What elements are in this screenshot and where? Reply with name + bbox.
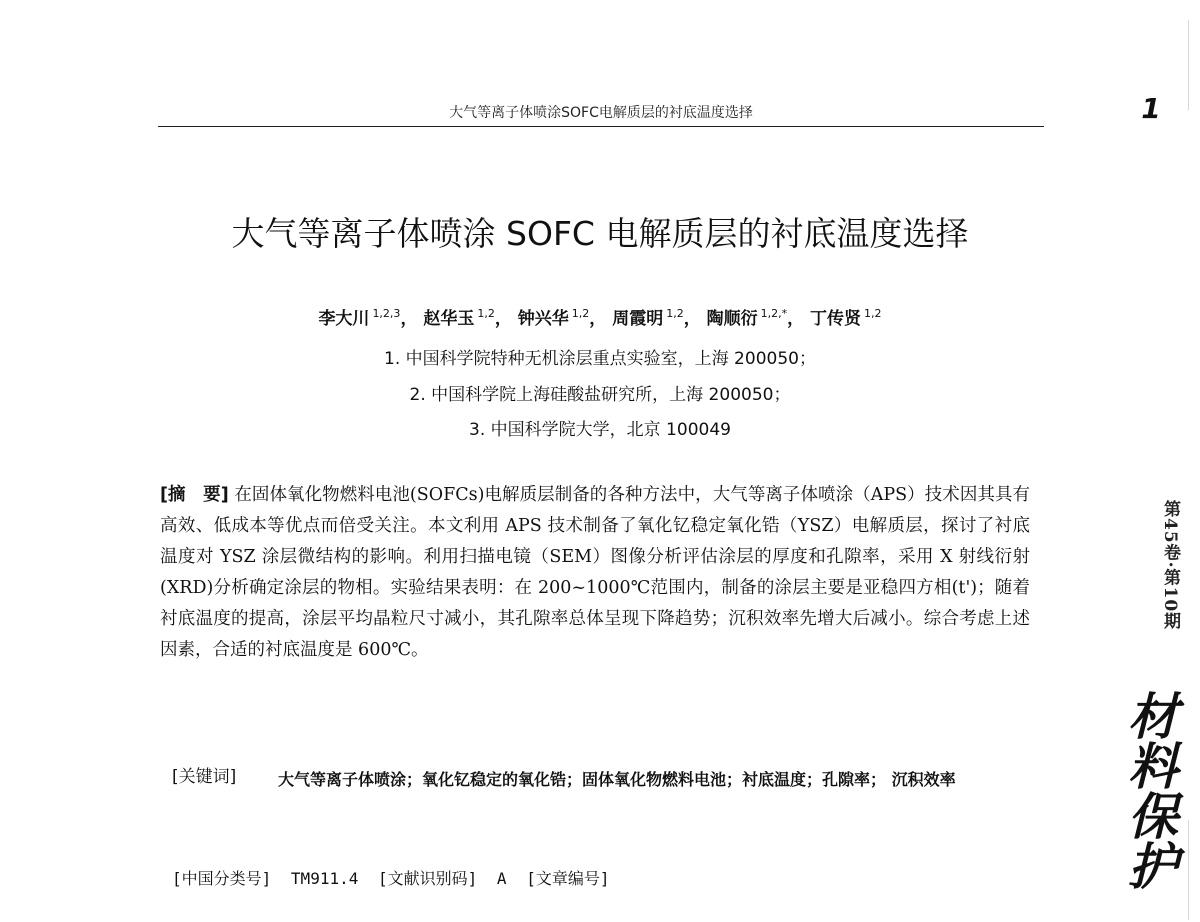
margin-line-top xyxy=(1188,20,1189,110)
doc-code-label: [文献识别码] xyxy=(378,869,478,888)
article-number-label: [文章编号] xyxy=(526,869,610,888)
author-affiliation-marks: 1,2 xyxy=(477,307,495,320)
author-separator: ， xyxy=(787,309,805,329)
margin-line-bottom xyxy=(1188,820,1189,920)
author-affiliation-marks: 1,2,3 xyxy=(372,307,401,320)
author-separator: ， xyxy=(494,309,512,329)
running-header: 大气等离子体喷涂SOFC电解质层的衬底温度选择 xyxy=(449,105,753,121)
author-affiliation-marks: 1,2 xyxy=(864,307,882,320)
author-separator: ， xyxy=(400,309,418,329)
affiliation-1: 1. 中国科学院特种无机涂层重点实验室，上海 200050； xyxy=(384,349,816,369)
doc-code-value: A xyxy=(496,869,507,888)
abstract xyxy=(160,480,1030,666)
author-name: 赵华玉 xyxy=(423,309,475,329)
author-affiliation-marks: 1,2 xyxy=(666,307,684,320)
clc-label: [中国分类号] xyxy=(172,869,272,888)
author-affiliation-marks: 1,2 xyxy=(571,307,590,320)
author-name: 李大川 xyxy=(318,309,370,329)
author-name: 周霞明 xyxy=(612,309,664,329)
keywords-text: 大气等离子体喷涂；氧化钇稳定的氧化锆；固体氧化物燃料电池；衬底温度；孔隙率； 沉积效率 xyxy=(278,770,956,789)
header-rule xyxy=(158,126,1044,127)
affiliation-2: 2. 中国科学院上海硅酸盐研究所，上海 200050； xyxy=(409,385,791,405)
author-affiliation-marks: 1,2,* xyxy=(760,307,788,320)
clc-value: TM911.4 xyxy=(290,869,359,888)
journal-name: 材料保护 xyxy=(1120,690,1179,890)
author-name: 丁传贤 xyxy=(810,309,862,329)
page-number: 1 xyxy=(1141,92,1161,125)
author-separator: ， xyxy=(589,309,607,329)
paper-title: 大气等离子体喷涂 SOFC 电解质层的衬底温度选择 xyxy=(231,214,969,253)
author-separator: ， xyxy=(683,309,701,329)
author-name: 陶顺衍 xyxy=(706,309,758,329)
affiliation-3: 3. 中国科学院大学，北京 100049 xyxy=(469,420,731,440)
volume-issue: 第45卷·第10期 xyxy=(1160,500,1180,631)
keywords-label: [关键词] xyxy=(172,767,237,787)
abstract-label: [摘 要] xyxy=(160,485,229,505)
author-name: 钟兴华 xyxy=(517,309,569,329)
author-list xyxy=(150,304,1050,329)
abstract-text: 在固体氧化物燃料电池(SOFCs)电解质层制备的各种方法中，大气等离子体喷涂（APS）技术因其具有高效、低成本等优点而倍受关注。本文利用 APS 技术制备了氧化钇稳定氧化锆（YSZ）电解质层，探讨了衬底温度对 YSZ 涂层微结构的影响。利用扫描电镜（SEM）图像分析评估涂层的厚度和孔隙率，采用 X 射线衍射(XRD)分析确定涂层的物相。实验结果表明：在 200~1000℃范围内，制备的涂层主要是亚稳四方相(t')；随着衬底温度的提高，涂层平均晶粒尺寸减小，其孔隙率总体呈现下降趋势；沉积效率先增大后减小。综合考虑上述因素，合适的衬底温度是 600℃。 xyxy=(160,485,1030,660)
classification-line xyxy=(172,866,619,889)
